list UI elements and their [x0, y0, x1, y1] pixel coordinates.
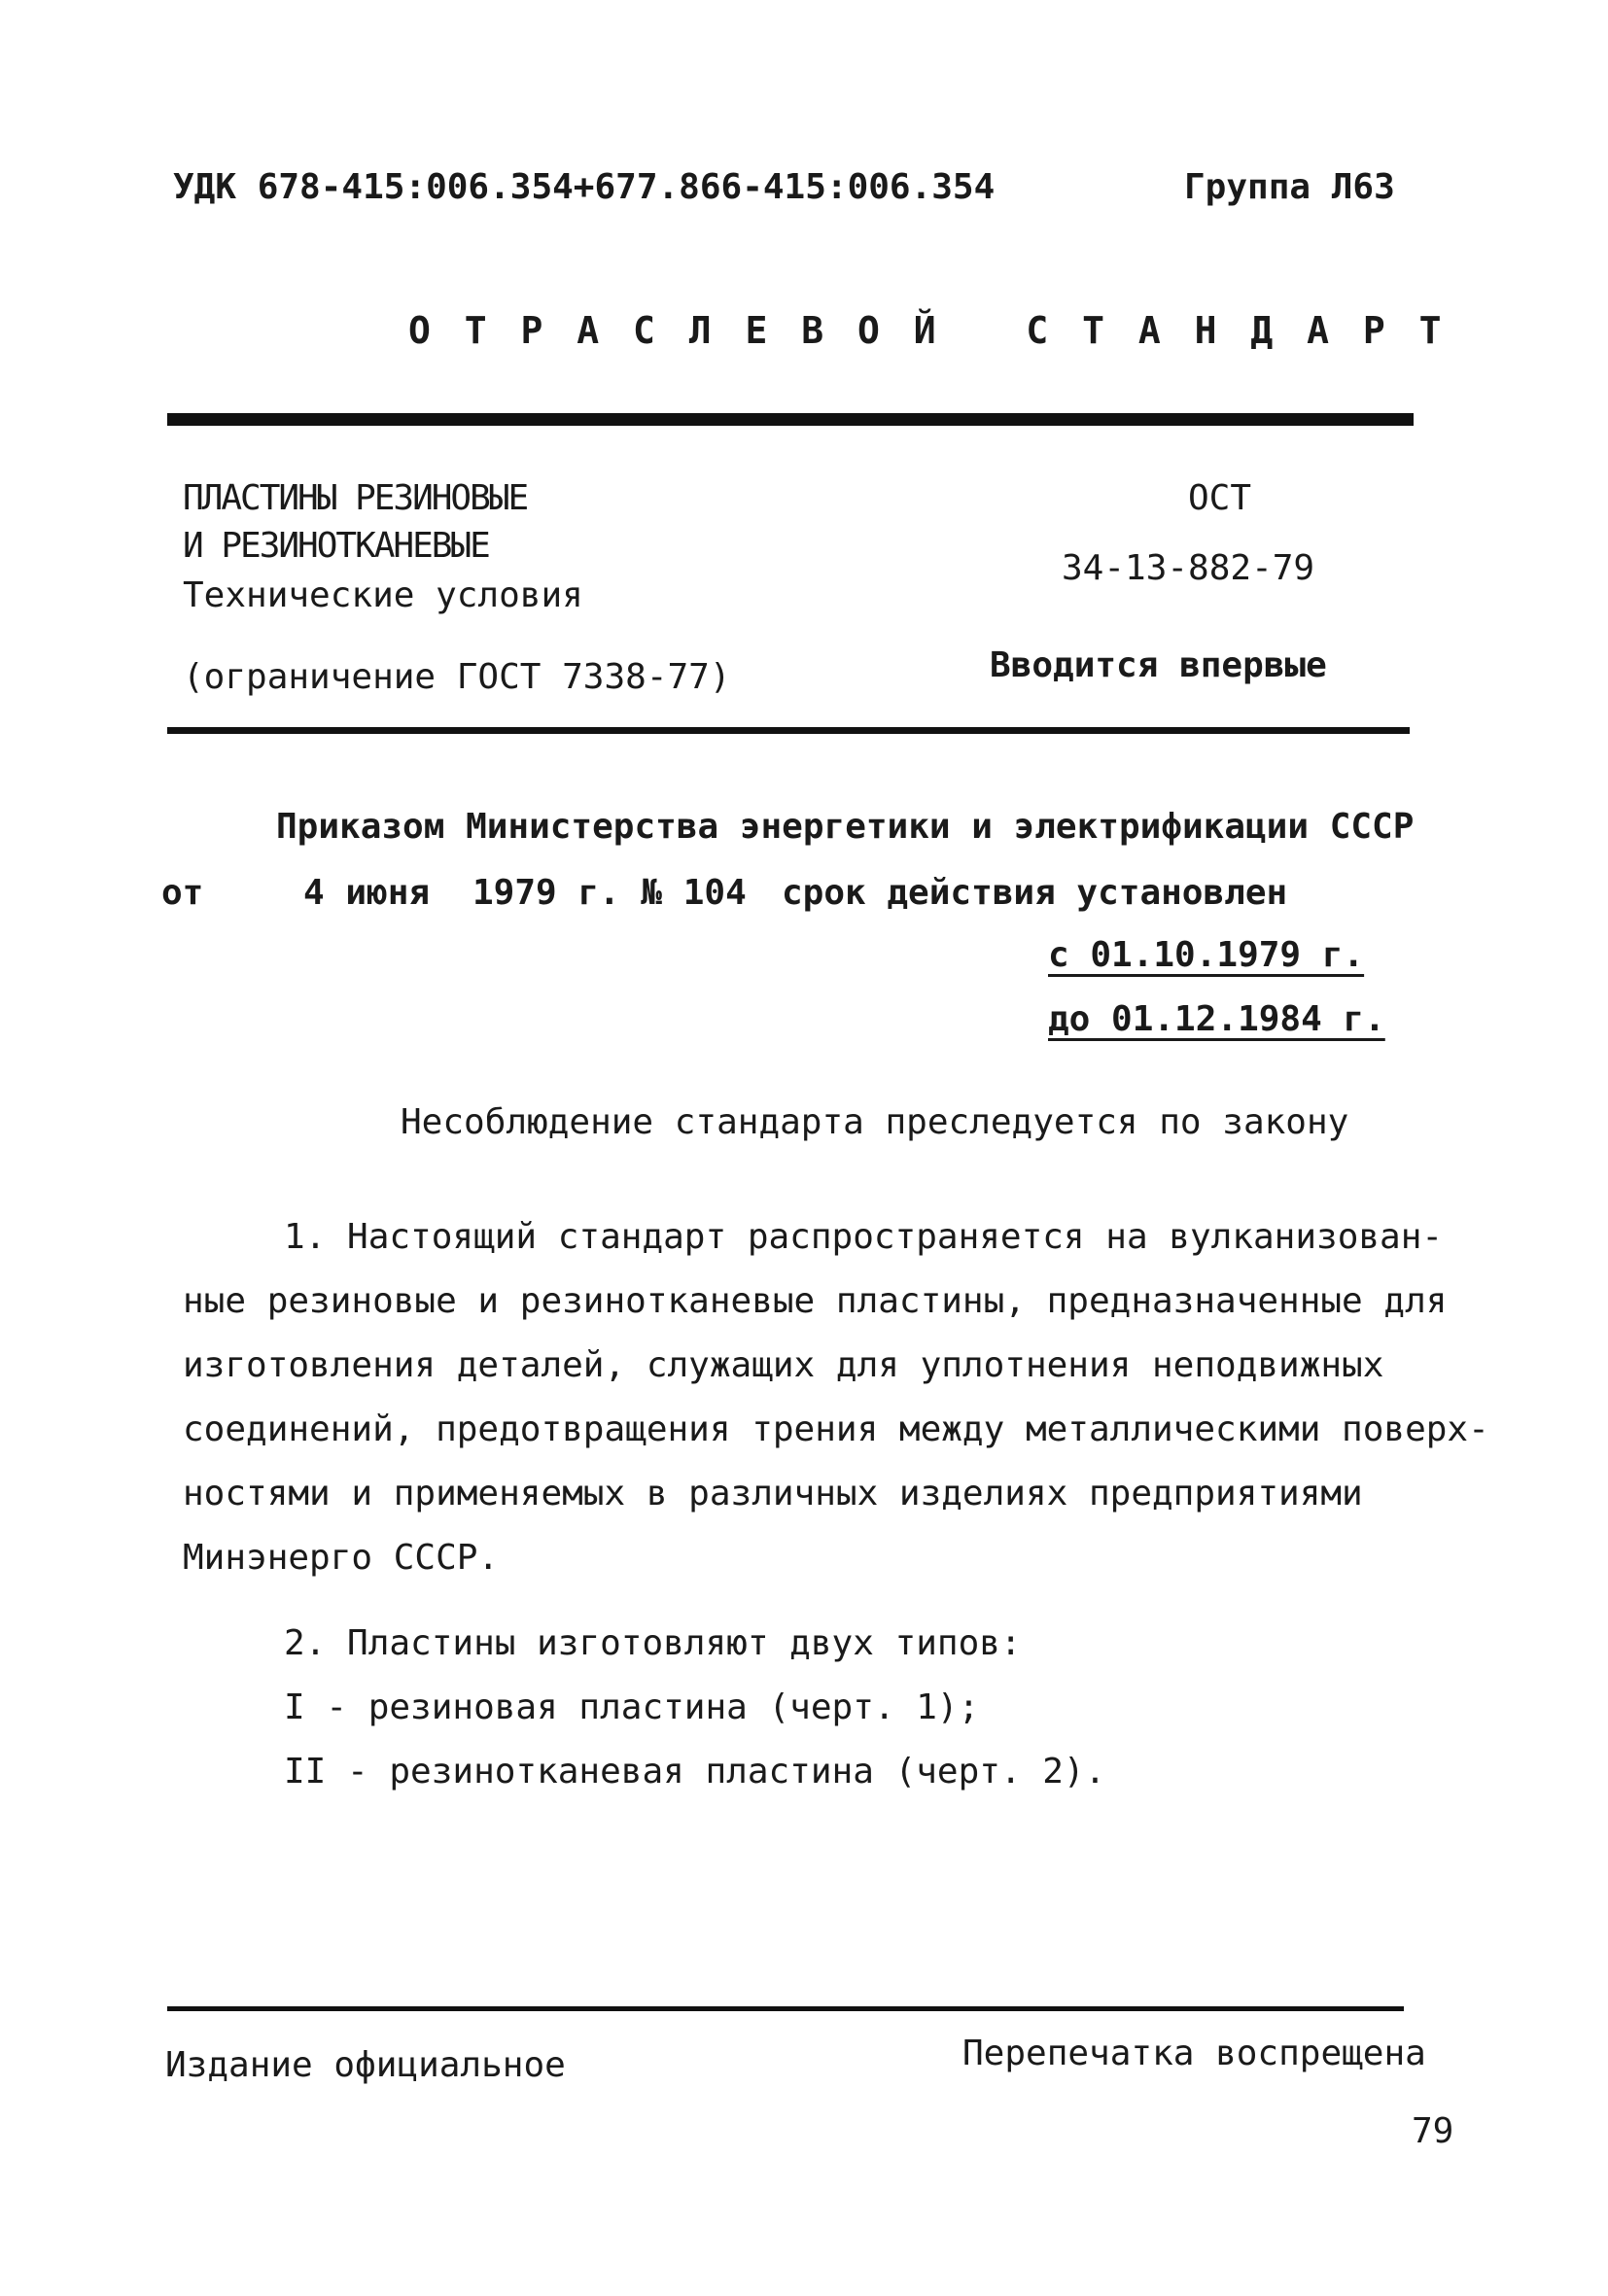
group-code: Группа Л63	[1184, 167, 1395, 207]
order-line: Приказом Министерства энергетики и электрификации СССР	[276, 807, 1415, 847]
standard-name-line1: ПЛАСТИНЫ РЕЗИНОВЫЕ	[183, 478, 528, 518]
udk-code: УДК 678-415:006.354+677.866-415:006.354	[173, 167, 996, 207]
validity-label: срок действия установлен	[782, 873, 1288, 913]
standard-name-line2: И РЕЗИНОТКАНЕВЫЕ	[183, 526, 489, 566]
page-number: 79	[1412, 2111, 1454, 2151]
valid-from-date: с 01.10.1979 г.	[1048, 935, 1365, 975]
type-2-item: II - резинотканевая пластина (черт. 2).	[284, 1752, 1106, 1792]
top-thick-rule	[167, 413, 1414, 426]
gost-restriction: (ограничение ГОСТ 7338-77)	[183, 657, 731, 697]
paragraph-1-line-2: ные резиновые и резинотканевые пластины, предназначенные для	[183, 1281, 1448, 1321]
order-from-label: от	[161, 873, 204, 913]
introduced-note: Вводится впервые	[990, 645, 1327, 685]
legal-notice: Несоблюдение стандарта преследуется по закону	[401, 1102, 1349, 1142]
order-year-number: 1979 г. № 104	[472, 873, 747, 913]
reprint-notice: Перепечатка воспрещена	[962, 2034, 1426, 2073]
footer-rule	[167, 2006, 1404, 2011]
paragraph-1-line-1: 1. Настоящий стандарт распространяется на вулканизован-	[284, 1217, 1444, 1257]
document-title: О Т Р А С Л Е В О Й С Т А Н Д А Р Т	[408, 309, 1448, 352]
middle-rule	[167, 727, 1410, 734]
paragraph-1-line-3: изготовления деталей, служащих для уплотнения неподвижных	[183, 1345, 1384, 1385]
ost-label: ОСТ	[1188, 478, 1252, 518]
standard-subtitle: Технические условия	[183, 575, 583, 615]
type-1-item: I - резиновая пластина (черт. 1);	[284, 1687, 980, 1727]
official-edition: Издание официальное	[165, 2045, 566, 2085]
paragraph-1-line-4: соединений, предотвращения трения между металлическими поверх-	[183, 1409, 1489, 1449]
ost-number: 34-13-882-79	[1062, 548, 1315, 588]
order-date: 4 июня	[303, 873, 431, 913]
paragraph-1-line-6: Минэнерго СССР.	[183, 1538, 500, 1578]
paragraph-1-line-5: ностями и применяемых в различных изделиях предприятиями	[183, 1474, 1363, 1513]
valid-to-date: до 01.12.1984 г.	[1048, 999, 1385, 1039]
paragraph-2: 2. Пластины изготовляют двух типов:	[284, 1623, 1022, 1663]
